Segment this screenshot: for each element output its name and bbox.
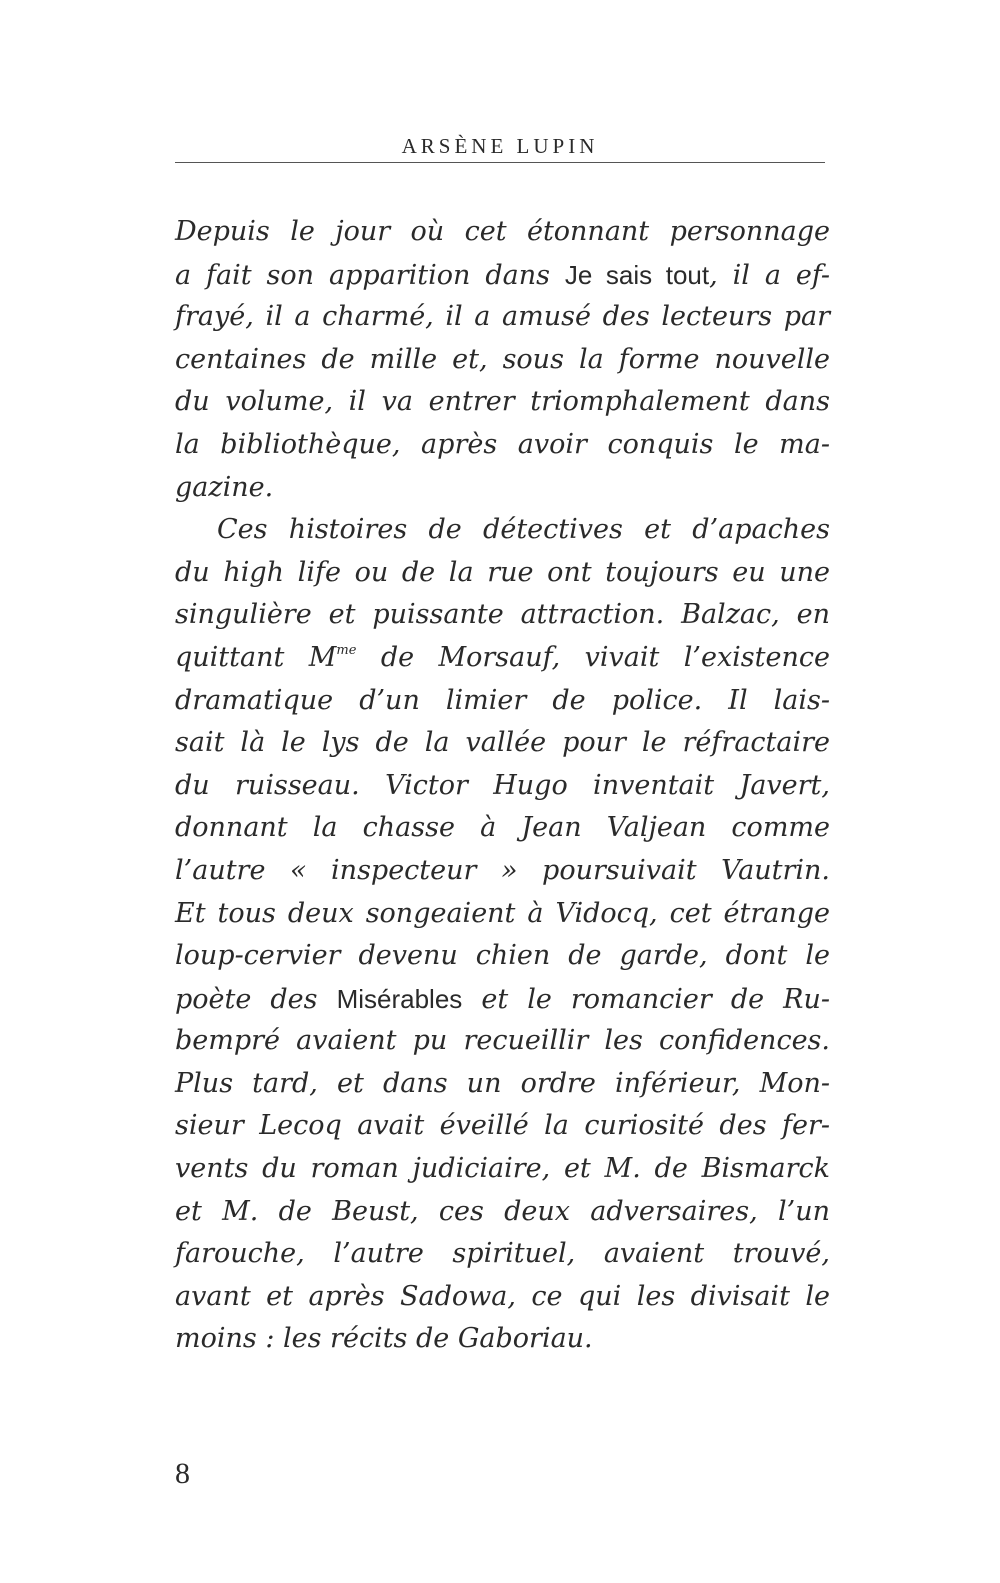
text-line: du ruisseau. Victor Hugo inventait Javert, bbox=[175, 769, 830, 801]
text-run: quittant M bbox=[175, 641, 337, 673]
header-rule bbox=[175, 162, 825, 163]
text-line: farouche, l’autre spirituel, avaient trouvé, bbox=[175, 1238, 830, 1270]
text-line: centaines de mille et, sous la forme nouvelle bbox=[175, 343, 830, 375]
text-line: gazine. bbox=[175, 471, 274, 503]
text-line: sieur Lecoq avait éveillé la curiosité des fer- bbox=[175, 1110, 830, 1142]
body-text bbox=[175, 211, 830, 1361]
text-line: loup-cervier devenu chien de garde, dont le bbox=[175, 940, 830, 972]
text-line: sait là le lys de la vallée pour le réfractaire bbox=[175, 727, 830, 759]
text-line: frayé, il a charmé, il a amusé des lecteurs par bbox=[175, 301, 830, 333]
text-line: la bibliothèque, après avoir conquis le ma- bbox=[175, 428, 830, 460]
text-line: Et tous deux songeaient à Vidocq, cet étrange bbox=[175, 897, 830, 929]
text-line: l’autre « inspecteur » poursuivait Vautrin. bbox=[175, 854, 830, 886]
text-line: et M. de Beust, ces deux adversaires, l’un bbox=[175, 1195, 830, 1227]
text-line: dramatique d’un limier de police. Il lais- bbox=[175, 684, 830, 716]
text-run: , il a ef- bbox=[709, 259, 830, 291]
text-line: Plus tard, et dans un ordre inférieur, Mon- bbox=[175, 1067, 830, 1099]
magazine-title: Je sais tout bbox=[564, 259, 710, 290]
text-line: du volume, il va entrer triomphalement dans bbox=[175, 386, 830, 418]
text-line bbox=[175, 254, 830, 297]
text-line: vents du roman judiciaire, et M. de Bismarck bbox=[175, 1153, 830, 1185]
text-line: Depuis le jour où cet étonnant personnage bbox=[175, 216, 830, 247]
text-line bbox=[175, 637, 830, 680]
text-line: avant et après Sadowa, ce qui les divisait le bbox=[175, 1280, 830, 1312]
running-head: ARSÈNE LUPIN bbox=[401, 134, 599, 158]
superscript: me bbox=[336, 642, 357, 658]
text-run: poète des bbox=[175, 983, 337, 1015]
text-run: de Morsauf, vivait l’existence bbox=[356, 641, 830, 673]
text-line: du high life ou de la rue ont toujours eu une bbox=[175, 556, 830, 588]
text-line: donnant la chasse à Jean Valjean comme bbox=[175, 812, 830, 844]
page-number: 8 bbox=[175, 1457, 190, 1490]
text-run: a fait son apparition dans bbox=[175, 259, 565, 291]
text-line: Ces histoires de détectives et d’apaches bbox=[217, 514, 830, 546]
book-title: Misérables bbox=[336, 983, 463, 1014]
text-run: et le romancier de Ru- bbox=[462, 983, 830, 1015]
text-line bbox=[175, 978, 830, 1021]
text-line: singulière et puissante attraction. Balzac, en bbox=[175, 599, 830, 631]
text-line: bempré avaient pu recueillir les confidences. bbox=[175, 1025, 830, 1057]
text-line: moins : les récits de Gaboriau. bbox=[175, 1323, 593, 1355]
